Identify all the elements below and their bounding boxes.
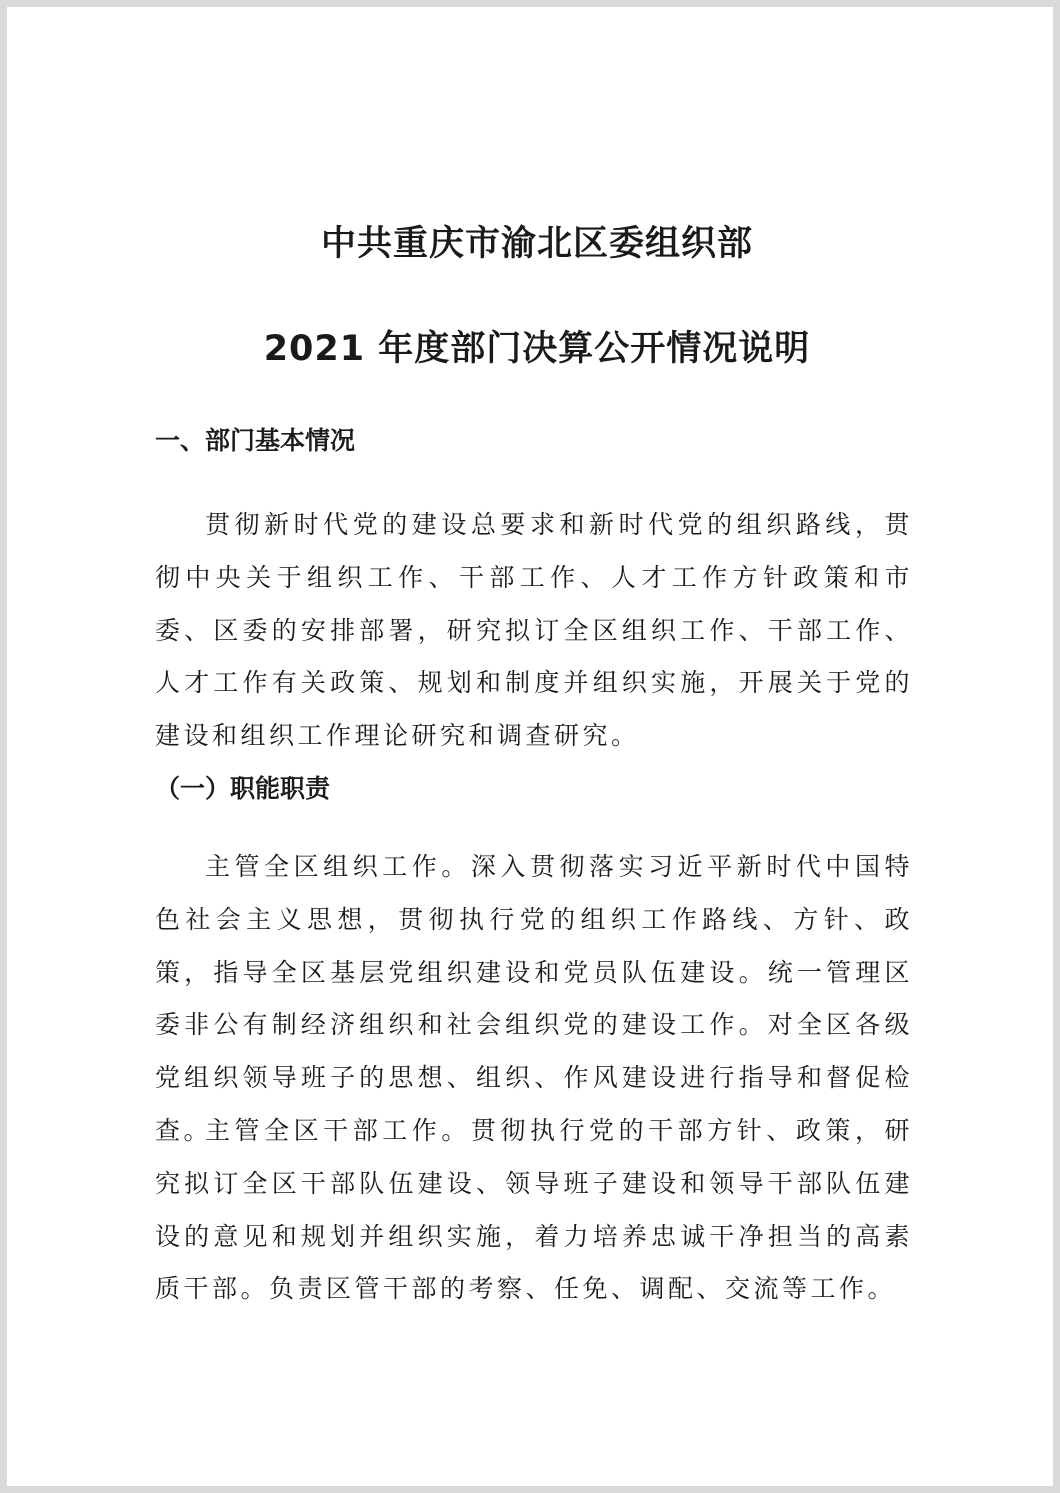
document-title-line1: 中共重庆市渝北区委组织部	[320, 224, 753, 264]
duty-paragraph-organization: 主管全区组织工作。深入贯彻落实习近平新时代中国特色社会主义思想，贯彻执行党的组织工作路线、方针、政策，指导全区基层党组织建设和党员队伍建设。统一管理区委非公有制经济组织和社会组织党的建设工作。对全区各级党组织领导班子的思想、组织、作风建设进行指导和督促检查。	[155, 852, 913, 1145]
duty-paragraph-cadre: 主管全区干部工作。贯彻执行党的干部方针、政策，研究拟订全区干部队伍建设、领导班子建设和领导干部队伍建设的意见和规划并组织实施，着力培养忠诚干净担当的高素质干部。负责区管干部的考察、任免、调配、交流等工作。	[155, 1116, 913, 1304]
document-title-line2: 2021 年度部门决算公开情况说明	[263, 329, 811, 369]
section-paragraph-basic-info: 贯彻新时代党的建设总要求和新时代党的组织路线，贯彻中央关于组织工作、干部工作、人才工作方针政策和市委、区委的安排部署，研究拟订全区组织工作、干部工作、人才工作有关政策、规划和制度并组织实施，开展关于党的建设和组织工作理论研究和调查研究。	[155, 510, 913, 751]
section-heading-basic-info: 一、部门基本情况	[155, 426, 356, 455]
subsection-heading-duties: （一）职能职责	[155, 774, 331, 803]
